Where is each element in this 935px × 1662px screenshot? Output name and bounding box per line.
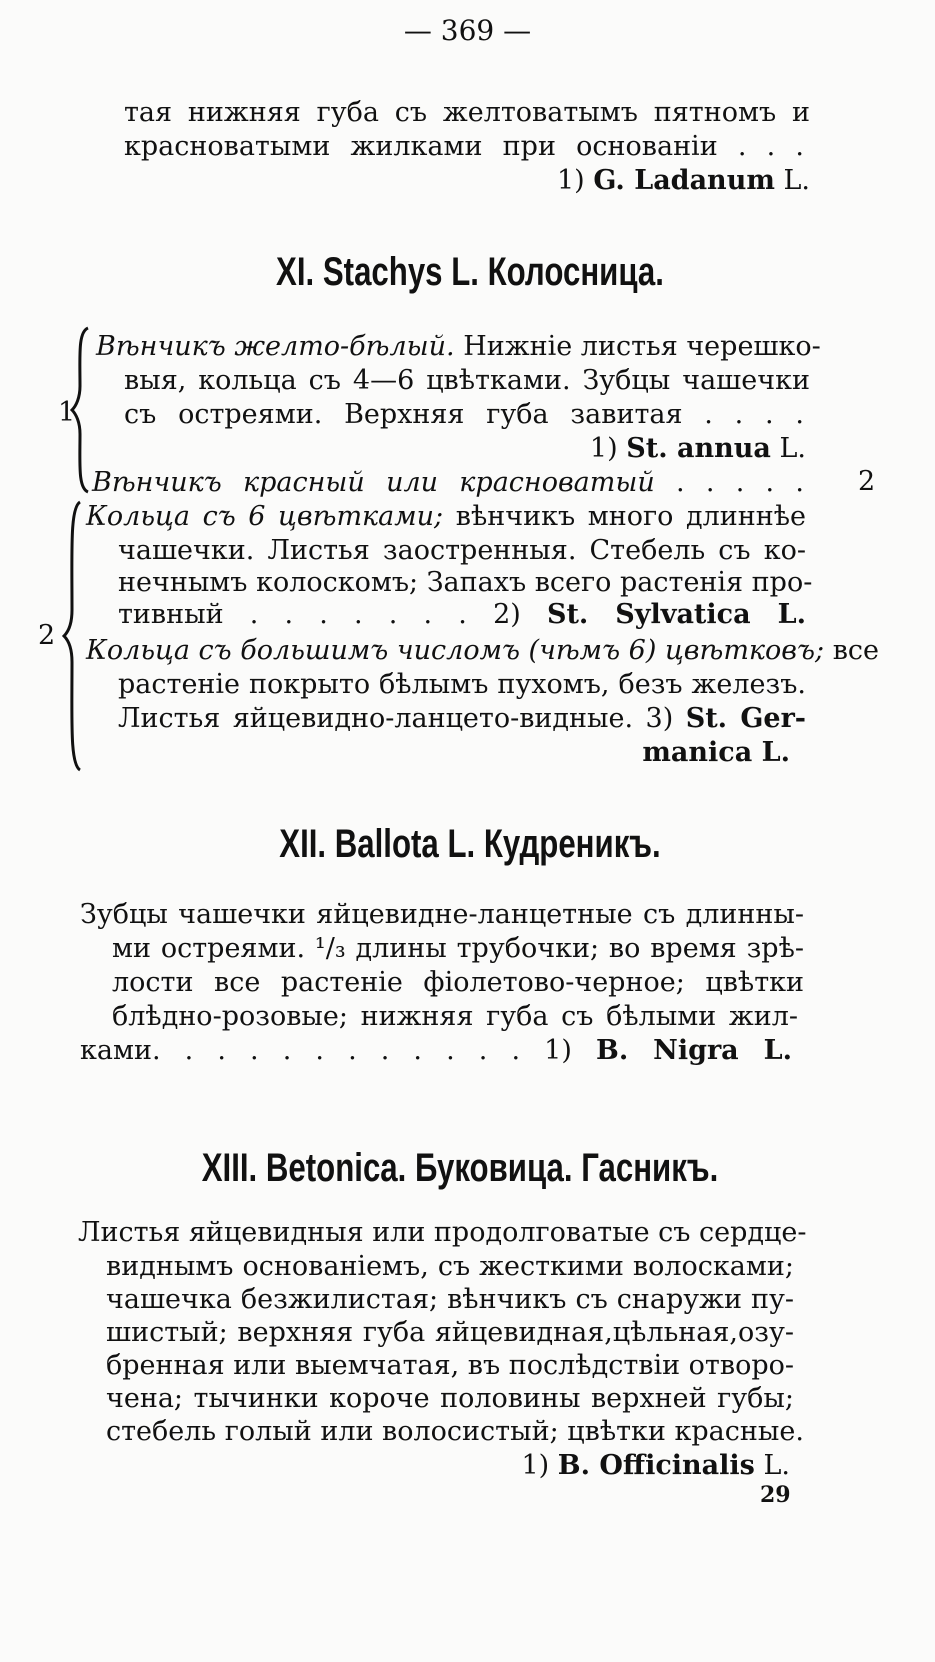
betonica-line-4: шистый; верхняя губа яйцевидная,цѣльная,озу-: [106, 1317, 794, 1348]
key2b-line-4: manica L.: [642, 737, 790, 768]
section-heading-betonica: XIII. Betonica. Буковица. Гасникъ.: [201, 1146, 719, 1190]
ballota-line5-start: ками. . . . . . . . . . . .: [80, 1035, 521, 1066]
key2-line-1: [86, 500, 806, 534]
key1-reference: [124, 432, 806, 466]
betonica-line-6: чена; тычинки короче половины верхней губы;: [106, 1383, 794, 1414]
ballota-line-3: лости все растеніе фіолетово-черное; цвѣтки: [112, 967, 804, 998]
signature-mark: 29: [760, 1482, 791, 1508]
key1-lead-italic: Вѣнчикъ желто-бѣлый.: [96, 331, 455, 362]
species-authority: L.: [763, 1450, 790, 1481]
key-brace-2: [62, 500, 84, 772]
key2b-line-3: [118, 702, 806, 736]
key1b-lead-italic: Вѣнчикъ красный или красноватый: [92, 467, 655, 498]
ballota-line-2: ми остреями. ¹/₃ длины трубочки; во время зрѣ-: [112, 933, 804, 964]
key1-line-1: [96, 330, 821, 364]
ballota-line-1: Зубцы чашечки яйцевидне-ланцетные съ длинны-: [80, 899, 804, 930]
intro-line-1: тая нижняя губа съ желтоватымъ пятномъ и: [124, 97, 810, 128]
key2-line-2: чашечки. Листья заостренныя. Стебель съ ко-: [118, 535, 806, 566]
ref-number: 1): [589, 433, 618, 464]
species-authority: L.: [783, 165, 810, 196]
key2b-line3-start: Листья яйцевидно-ланцето-видные. 3): [118, 703, 674, 734]
betonica-line-7: стебель голый или волосистый; цвѣтки красные.: [106, 1416, 804, 1447]
intro-reference: [124, 164, 810, 198]
key2-line-4: [118, 598, 806, 632]
species-name: B. Officinalis: [557, 1450, 755, 1481]
section-heading-stachys: XI. Stachys L. Колосница.: [276, 250, 664, 294]
betonica-line-3: чашечка безжилистая; вѣнчикъ съ снаружи пу-: [106, 1284, 794, 1315]
betonica-line-5: бренная или выемчатая, въ послѣдствіи отворо-: [106, 1350, 794, 1381]
species-name: G. Ladanum: [593, 165, 775, 196]
ballota-line-4: блѣдно-розовые; нижняя губа съ бѣлыми жил-: [112, 1001, 798, 1032]
leader-dots: . . . . .: [676, 467, 804, 498]
key1-line-2: выя, кольца съ 4—6 цвѣтками. Зубцы чашечки: [124, 365, 810, 396]
page-number: — 369 —: [403, 14, 532, 47]
key2b-line-1: [86, 634, 880, 668]
key-number-1: 1: [58, 397, 76, 428]
key2-line4-start: тивный . . . . . . .: [118, 599, 467, 630]
species-name: St. annua: [626, 433, 771, 464]
ballota-line-5: [80, 1034, 792, 1068]
ref-number: 1): [521, 1450, 550, 1481]
species-name: B. Nigra L.: [596, 1035, 792, 1066]
section-heading-ballota: XII. Ballota L. Кудреникъ.: [279, 822, 661, 866]
species-name: St. Ger-: [685, 703, 806, 734]
key-number-2: 2: [38, 620, 56, 651]
key2b-line-2: растеніе покрыто бѣлымъ пухомъ, безъ железъ.: [118, 669, 806, 700]
betonica-reference: [106, 1449, 790, 1483]
key-goto-2: 2: [858, 466, 876, 497]
key1b-line: [92, 466, 804, 500]
key2-lead-rest: вѣнчикъ много длиннѣе: [455, 501, 806, 532]
key2b-lead-rest: все: [832, 635, 880, 666]
betonica-line-1: Листья яйцевидныя или продолговатые съ сердце-: [78, 1217, 807, 1248]
key1-line-3: съ остреями. Верхняя губа завитая . . . .: [124, 399, 804, 430]
key1-lead-rest: Нижніе листья черешко-: [463, 331, 821, 362]
key2b-lead-italic: Кольца съ большимъ числомъ (чѣмъ 6) цвѣтковъ;: [86, 635, 825, 666]
key2-line-3: нечнымъ колоскомъ; Запахъ всего растенія про-: [118, 567, 813, 598]
ref-number: 1): [544, 1035, 572, 1066]
species-authority: L.: [779, 433, 806, 464]
species-name: St. Sylvatica L.: [546, 599, 806, 630]
betonica-line-2: виднымъ основаніемъ, съ жесткими волосками;: [106, 1251, 794, 1282]
ref-number: 1): [557, 165, 585, 196]
intro-line-2: красноватыми жилками при основаніи . . .: [124, 131, 804, 162]
key2-lead-italic: Кольца съ 6 цвѣтками;: [86, 501, 444, 532]
ref-number: 2): [493, 599, 521, 630]
